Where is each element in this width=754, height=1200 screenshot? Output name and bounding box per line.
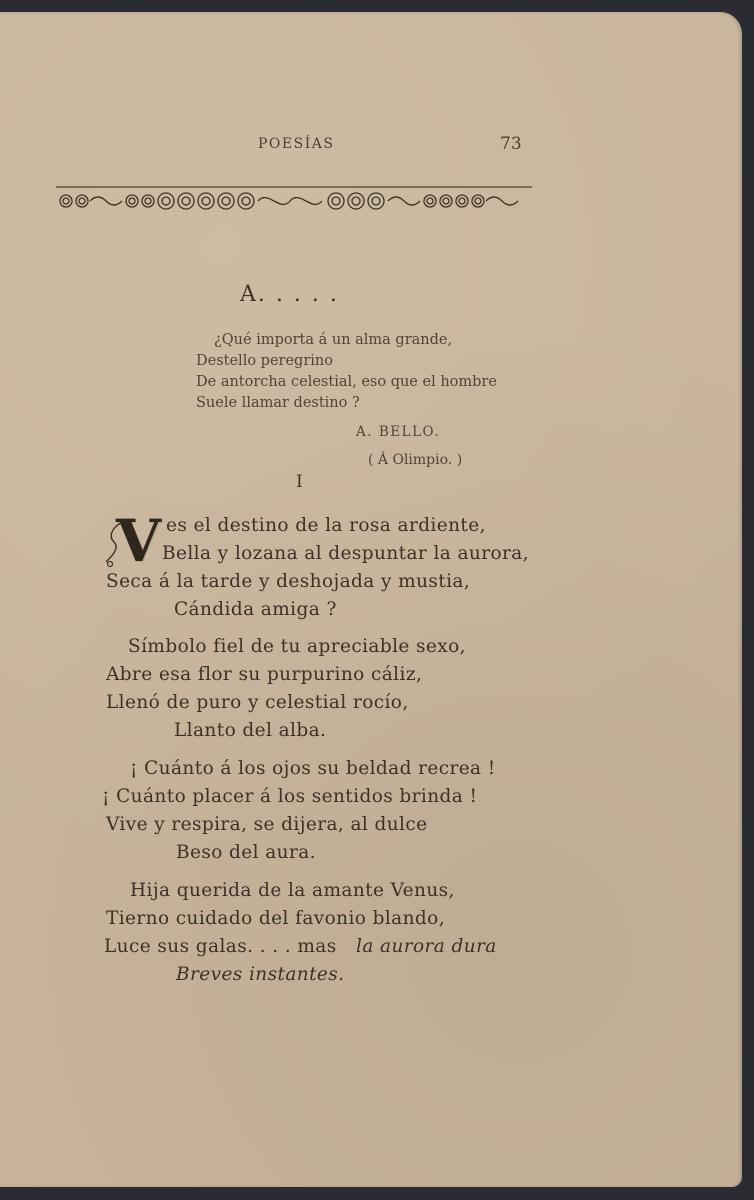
- verse-line: es el destino de la rosa ardiente,: [166, 515, 486, 536]
- verse-line: Seca á la tarde y deshojada y mustia,: [106, 571, 471, 592]
- epigraph-line: ¿Qué importa á un alma grande,: [214, 332, 453, 348]
- verse-line: Bella y lozana al despuntar la aurora,: [162, 543, 529, 564]
- verse-line: Hija querida de la amante Venus,: [130, 880, 455, 901]
- verse-line-italic: la aurora dura: [356, 936, 497, 957]
- verse-line: Tierno cuidado del favonio blando,: [106, 908, 445, 929]
- epigraph-author: A. BELLO.: [356, 424, 441, 440]
- book-page: [0, 12, 742, 1187]
- running-head: [0, 134, 742, 158]
- epigraph-line: Suele llamar destino ?: [196, 395, 360, 411]
- page-number: 73: [500, 134, 522, 154]
- section-number: I: [296, 472, 303, 492]
- verse-line: Llanto del alba.: [174, 720, 327, 741]
- epigraph-line: De antorcha celestial, eso que el hombre: [196, 374, 497, 390]
- ornamental-rule: [56, 184, 532, 214]
- verse-line: Cándida amiga ?: [174, 599, 337, 620]
- running-head-title: POESÍAS: [258, 136, 335, 152]
- epigraph-source: ( Á Olimpio. ): [368, 452, 463, 468]
- verse-line: Vive y respira, se dijera, al dulce: [106, 814, 428, 835]
- verse-line: Abre esa flor su purpurino cáliz,: [106, 664, 423, 685]
- poem-title: A. . . . .: [240, 282, 339, 307]
- drop-cap: V: [116, 507, 162, 575]
- verse-line: Llenó de puro y celestial rocío,: [106, 692, 409, 713]
- verse-line: Luce sus galas. . . . mas: [104, 936, 337, 957]
- epigraph: [196, 330, 556, 414]
- verse-line-italic: Breves instantes.: [176, 964, 345, 985]
- verse-line: ¡ Cuánto á los ojos su beldad recrea !: [130, 758, 496, 779]
- epigraph-line: Destello peregrino: [196, 353, 333, 369]
- verse-line: Beso del aura.: [176, 842, 316, 863]
- verse-line: ¡ Cuánto placer á los sentidos brinda !: [102, 786, 478, 807]
- verse-line: Símbolo fiel de tu apreciable sexo,: [128, 636, 466, 657]
